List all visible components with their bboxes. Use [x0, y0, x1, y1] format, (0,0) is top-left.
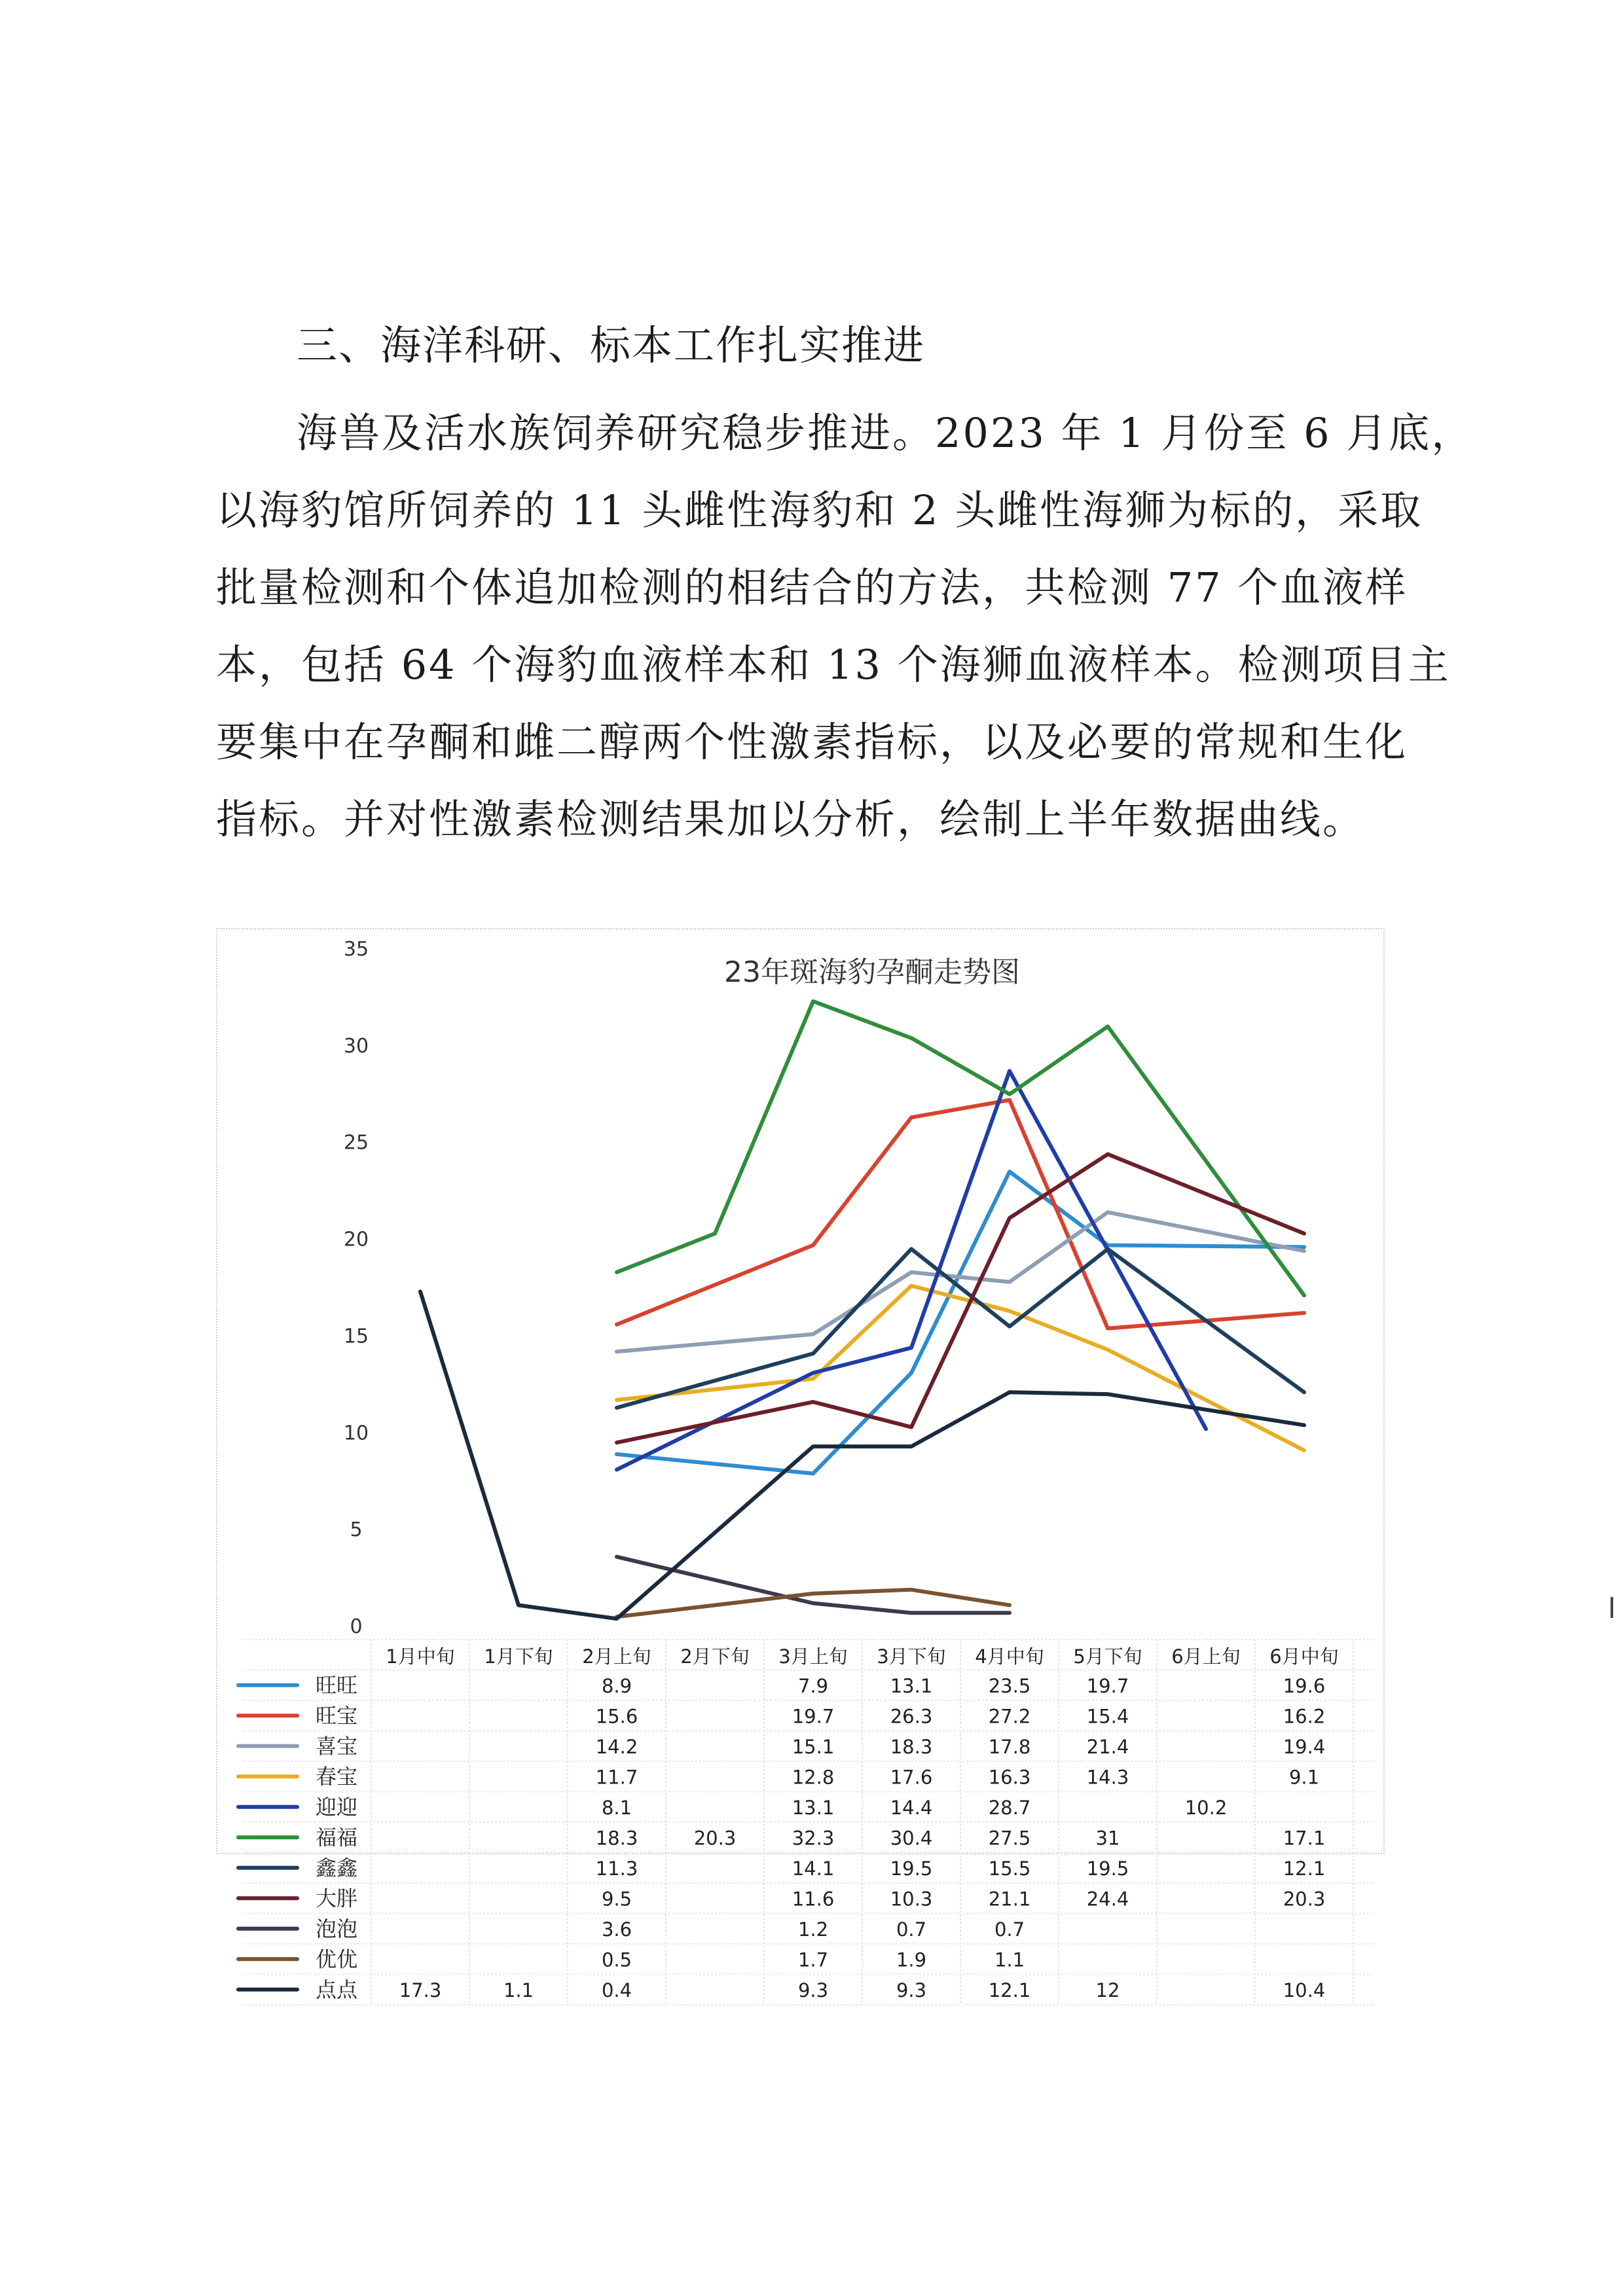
data-label: 10.4 — [1283, 1979, 1326, 2001]
data-label: 10.3 — [890, 1888, 933, 1910]
data-label: 9.3 — [797, 1979, 829, 2001]
data-label: 14.3 — [1086, 1766, 1129, 1789]
y-tick-label: 0 — [350, 1615, 363, 1638]
data-label: 12 — [1095, 1979, 1120, 2001]
data-label: 9.3 — [896, 1979, 927, 2001]
data-label: 12.1 — [1283, 1857, 1326, 1880]
data-label: 3.6 — [601, 1918, 632, 1941]
data-label: 19.5 — [890, 1857, 933, 1880]
x-tick-label: 6月上旬 — [1171, 1645, 1241, 1668]
y-tick-label: 25 — [343, 1131, 369, 1155]
legend-label: 鑫鑫 — [316, 1855, 358, 1880]
data-label: 19.4 — [1283, 1735, 1326, 1758]
legend-label: 迎迎 — [316, 1794, 358, 1820]
section-heading: 三、海洋科研、标本工作扎实推进 — [297, 321, 926, 369]
data-label: 15.4 — [1086, 1705, 1129, 1728]
paragraph-line: 要集中在孕酮和雌二醇两个性激素指标，以及必要的常规和生化 — [216, 718, 1408, 766]
x-tick-label: 2月下旬 — [680, 1645, 750, 1668]
data-label: 14.4 — [890, 1796, 933, 1819]
data-label: 0.5 — [601, 1948, 632, 1971]
data-label: 16.3 — [988, 1766, 1031, 1789]
data-label: 1.1 — [994, 1948, 1025, 1971]
data-label: 1.2 — [797, 1918, 829, 1941]
data-label: 8.1 — [601, 1796, 632, 1819]
series-line-6 — [617, 1001, 1304, 1295]
data-label: 18.3 — [595, 1827, 638, 1850]
legend-label: 福福 — [316, 1825, 358, 1850]
paragraph-line: 以海豹馆所饲养的 11 头雌性海豹和 2 头雌性海狮为标的，采取 — [216, 486, 1423, 534]
scan-artifact — [1611, 1597, 1613, 1618]
series-line-11 — [420, 1291, 1304, 1619]
data-label: 20.3 — [693, 1827, 737, 1850]
data-label: 20.3 — [1283, 1888, 1326, 1910]
legend-label: 春宝 — [316, 1764, 358, 1789]
chart-canvas — [217, 929, 1386, 2002]
y-tick-label: 20 — [343, 1228, 369, 1251]
paragraph-line: 批量检测和个体追加检测的相结合的方法，共检测 77 个血液样 — [216, 564, 1408, 611]
data-label: 14.1 — [792, 1857, 835, 1880]
y-tick-label: 5 — [350, 1518, 363, 1542]
data-label: 0.4 — [601, 1979, 632, 2001]
data-label: 15.1 — [792, 1735, 835, 1758]
data-label: 21.4 — [1086, 1735, 1129, 1758]
legend-label: 旺旺 — [316, 1672, 358, 1698]
data-label: 13.1 — [890, 1674, 933, 1697]
data-label: 17.3 — [399, 1979, 442, 2001]
data-label: 16.2 — [1283, 1705, 1326, 1728]
legend-label: 优优 — [316, 1946, 358, 1972]
body-paragraph — [0, 0, 1623, 884]
data-label: 21.1 — [988, 1888, 1031, 1910]
data-label: 19.7 — [1086, 1674, 1129, 1697]
data-label: 12.8 — [792, 1766, 835, 1789]
data-label: 0.7 — [994, 1918, 1025, 1941]
data-label: 1.1 — [503, 1979, 534, 2001]
data-label: 15.5 — [988, 1857, 1031, 1880]
x-tick-label: 1月下旬 — [484, 1645, 553, 1668]
data-label: 23.5 — [988, 1674, 1031, 1697]
data-label: 10.2 — [1184, 1796, 1228, 1819]
paragraph-line: 本，包括 64 个海豹血液样本和 13 个海狮血液样本。检测项目主 — [216, 641, 1451, 689]
data-label: 9.5 — [601, 1888, 632, 1910]
x-tick-label: 5月下旬 — [1073, 1645, 1142, 1668]
data-label: 13.1 — [792, 1796, 835, 1819]
progesterone-chart — [216, 928, 1385, 2002]
legend-label: 喜宝 — [316, 1733, 358, 1759]
legend-label: 泡泡 — [316, 1916, 358, 1941]
x-tick-label: 1月中旬 — [386, 1645, 455, 1668]
data-label: 1.7 — [797, 1948, 829, 1971]
data-label: 15.6 — [595, 1705, 638, 1728]
x-tick-label: 6月中旬 — [1269, 1645, 1339, 1668]
paragraph-line: 海兽及活水族饲养研究稳步推进。2023 年 1 月份至 6 月底， — [297, 409, 1474, 457]
data-label: 31 — [1095, 1827, 1120, 1850]
data-label: 17.8 — [988, 1735, 1031, 1758]
data-label: 18.3 — [890, 1735, 933, 1758]
chart-title: 23年斑海豹孕酮走势图 — [724, 956, 1020, 989]
data-label: 1.9 — [896, 1948, 927, 1971]
y-tick-label: 30 — [343, 1034, 369, 1058]
data-label: 11.7 — [595, 1766, 638, 1789]
data-label: 24.4 — [1086, 1888, 1129, 1910]
data-label: 17.1 — [1283, 1827, 1326, 1850]
data-label: 32.3 — [792, 1827, 835, 1850]
data-label: 26.3 — [890, 1705, 933, 1728]
data-label: 28.7 — [988, 1796, 1031, 1819]
data-label: 8.9 — [601, 1674, 632, 1697]
data-label: 19.6 — [1283, 1674, 1326, 1697]
x-tick-label: 4月中旬 — [975, 1645, 1044, 1668]
data-label: 0.7 — [896, 1918, 927, 1941]
data-label: 14.2 — [595, 1735, 638, 1758]
data-label: 12.1 — [988, 1979, 1031, 2001]
data-label: 9.1 — [1288, 1766, 1320, 1789]
x-tick-label: 3月下旬 — [877, 1645, 946, 1668]
y-tick-label: 10 — [343, 1422, 369, 1445]
data-label: 19.5 — [1086, 1857, 1129, 1880]
data-label: 30.4 — [890, 1827, 933, 1850]
paragraph-line: 指标。并对性激素检测结果加以分析，绘制上半年数据曲线。 — [216, 795, 1366, 843]
data-label: 17.6 — [890, 1766, 933, 1789]
data-label: 11.3 — [595, 1857, 638, 1880]
legend-label: 旺宝 — [316, 1703, 358, 1729]
y-tick-label: 15 — [343, 1325, 369, 1348]
data-label: 19.7 — [792, 1705, 835, 1728]
data-label: 11.6 — [792, 1888, 835, 1910]
y-tick-label: 35 — [343, 938, 369, 961]
data-label: 27.2 — [988, 1705, 1031, 1728]
data-label: 27.5 — [988, 1827, 1031, 1850]
legend-label: 点点 — [316, 1977, 358, 2002]
series-line-4 — [617, 1286, 1304, 1450]
x-tick-label: 3月上旬 — [778, 1645, 848, 1668]
legend-label: 大胖 — [316, 1886, 358, 1911]
data-label: 7.9 — [797, 1674, 829, 1697]
x-tick-label: 2月上旬 — [582, 1645, 651, 1668]
